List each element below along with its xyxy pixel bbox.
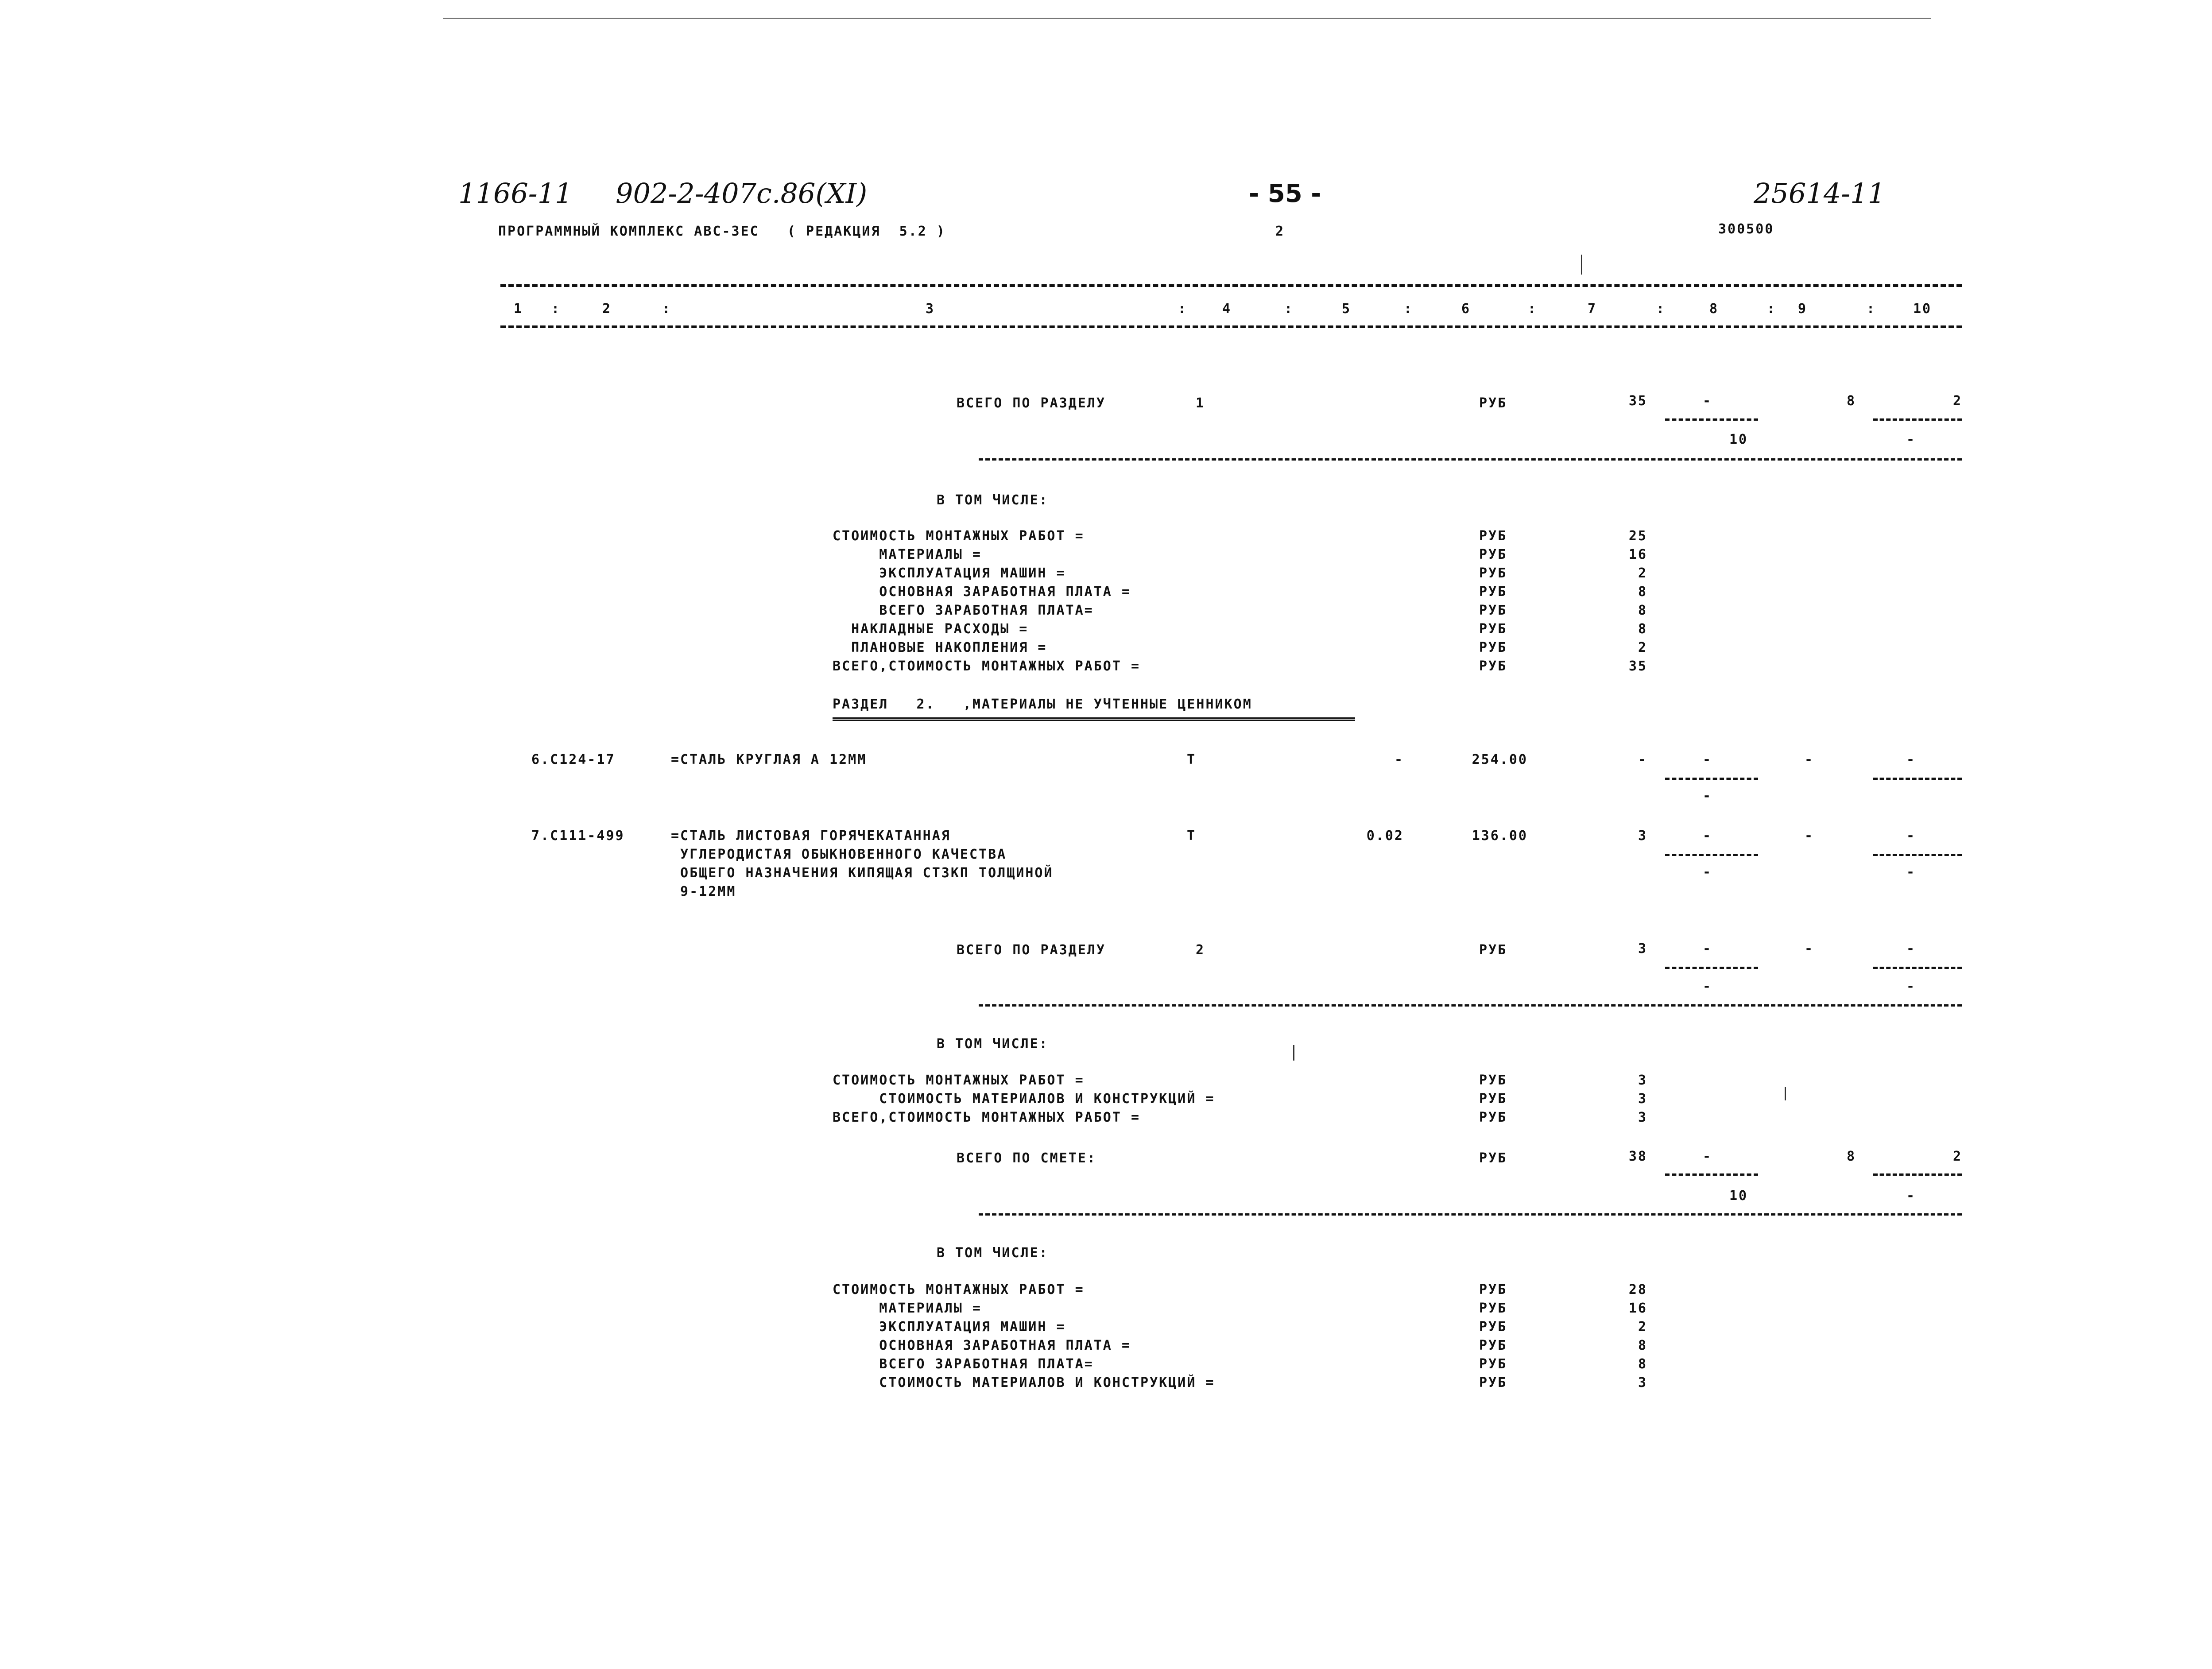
breakdown-label: СТОИМОСТЬ МАТЕРИАЛОВ И КОНСТРУКЦИЙ = — [833, 1091, 1215, 1107]
breakdown-value: 16 — [1628, 547, 1647, 562]
estimate-total-unit: РУБ — [1479, 1150, 1507, 1166]
item-description-line: =СТАЛЬ КРУГЛАЯ А 12ММ — [671, 752, 867, 767]
item-c10a: - — [1906, 752, 1916, 767]
breakdown-value: 35 — [1628, 658, 1647, 674]
column-number: 6 — [1461, 301, 1471, 317]
breakdown-unit: РУБ — [1479, 565, 1507, 581]
breakdown-unit: РУБ — [1479, 621, 1507, 637]
item-code: 7.С111-499 — [531, 828, 625, 844]
breakdown-unit: РУБ — [1479, 547, 1507, 562]
breakdown-unit: РУБ — [1479, 1356, 1507, 1372]
section2-title: РАЗДЕЛ 2. ,МАТЕРИАЛЫ НЕ УЧТЕННЫЕ ЦЕННИКОМ — [833, 697, 1252, 712]
item-c8a: - — [1703, 828, 1712, 844]
item-c10-dash-line — [1873, 854, 1962, 856]
section1-incl-label: В ТОМ ЧИСЛЕ: — [937, 492, 1049, 508]
breakdown-label: ВСЕГО,СТОИМОСТЬ МОНТАЖНЫХ РАБОТ = — [833, 658, 1141, 674]
header-top-rule — [500, 284, 1962, 287]
estimate-c8-dash-line — [1665, 1173, 1758, 1176]
item-unit: Т — [1187, 828, 1197, 844]
column-number: 2 — [602, 301, 612, 317]
item-c7: - — [1638, 752, 1647, 767]
estimate-separator — [979, 1213, 1962, 1216]
breakdown-value: 3 — [1638, 1110, 1647, 1125]
breakdown-value: 3 — [1638, 1091, 1647, 1107]
column-separator: : — [1404, 301, 1414, 317]
item-c9: - — [1805, 828, 1814, 844]
scan-mark — [1293, 1045, 1294, 1061]
column-separator: : — [1178, 301, 1188, 317]
estimate-total-c7: 38 — [1628, 1149, 1647, 1164]
estimate-total-c8a: - — [1703, 1149, 1712, 1164]
estimate-total-c9: 8 — [1847, 1149, 1856, 1164]
column-separator: : — [1767, 301, 1777, 317]
section2-incl-label: В ТОМ ЧИСЛЕ: — [937, 1036, 1049, 1052]
handwritten-left-code: 1166-11 — [458, 177, 573, 209]
breakdown-label: СТОИМОСТЬ МОНТАЖНЫХ РАБОТ = — [833, 1073, 1085, 1088]
estimate-total-c8b: 10 — [1729, 1188, 1748, 1204]
breakdown-unit: РУБ — [1479, 1110, 1507, 1125]
item-description-line: 9-12ММ — [671, 884, 736, 899]
program-header: ПРОГРАММНЫЙ КОМПЛЕКС АВС-3ЕС ( РЕДАКЦИЯ 5.2 ) — [498, 224, 946, 239]
section1-total-c7: 35 — [1628, 393, 1647, 409]
breakdown-label: ВСЕГО,СТОИМОСТЬ МОНТАЖНЫХ РАБОТ = — [833, 1110, 1141, 1125]
item-description-line: ОБЩЕГО НАЗНАЧЕНИЯ КИПЯЩАЯ СТ3КП ТОЛЩИНОЙ — [671, 865, 1054, 881]
breakdown-label: НАКЛАДНЫЕ РАСХОДЫ = — [833, 621, 1029, 637]
breakdown-value: 8 — [1638, 621, 1647, 637]
section2-separator — [979, 1004, 1962, 1007]
breakdown-unit: РУБ — [1479, 658, 1507, 674]
section2-total-c8b: - — [1703, 979, 1712, 994]
breakdown-unit: РУБ — [1479, 528, 1507, 544]
section2-total-number: 2 — [1196, 942, 1205, 958]
sheet-number: 2 — [1275, 224, 1285, 239]
breakdown-value: 2 — [1638, 640, 1647, 655]
item-c8a: - — [1703, 752, 1712, 767]
estimate-code: 300500 — [1718, 221, 1774, 237]
estimate-total-c10a: 2 — [1953, 1149, 1963, 1164]
breakdown-label: МАТЕРИАЛЫ = — [833, 547, 982, 562]
section1-total-c9: 8 — [1847, 393, 1856, 409]
breakdown-unit: РУБ — [1479, 640, 1507, 655]
section2-total-c10b: - — [1906, 979, 1916, 994]
section2-total-c9: - — [1805, 941, 1814, 956]
section2-total-label: ВСЕГО ПО РАЗДЕЛУ — [957, 942, 1106, 958]
section1-c10-dash-line — [1873, 418, 1962, 421]
column-separator: : — [1656, 301, 1666, 317]
breakdown-label: ОСНОВНАЯ ЗАРАБОТНАЯ ПЛАТА = — [833, 1338, 1131, 1353]
breakdown-label: ПЛАНОВЫЕ НАКОПЛЕНИЯ = — [833, 640, 1047, 655]
breakdown-label: ВСЕГО ЗАРАБОТНАЯ ПЛАТА= — [833, 603, 1094, 618]
header-bottom-rule — [500, 325, 1962, 328]
breakdown-value: 28 — [1628, 1282, 1647, 1297]
breakdown-unit: РУБ — [1479, 603, 1507, 618]
breakdown-value: 25 — [1628, 528, 1647, 544]
section2-total-c7: 3 — [1638, 941, 1647, 956]
item-quantity: - — [1394, 752, 1404, 767]
breakdown-value: 8 — [1638, 603, 1647, 618]
breakdown-value: 3 — [1638, 1073, 1647, 1088]
breakdown-unit: РУБ — [1479, 584, 1507, 600]
item-description-line: =СТАЛЬ ЛИСТОВАЯ ГОРЯЧЕКАТАННАЯ — [671, 828, 951, 844]
item-c8-dash-line — [1665, 778, 1758, 780]
item-c10b: - — [1906, 864, 1916, 880]
section1-c8-dash-line — [1665, 418, 1758, 421]
column-separator: : — [662, 301, 672, 317]
column-separator: : — [1867, 301, 1876, 317]
column-number: 5 — [1342, 301, 1352, 317]
column-separator: : — [1284, 301, 1294, 317]
breakdown-label: ВСЕГО ЗАРАБОТНАЯ ПЛАТА= — [833, 1356, 1094, 1372]
column-number: 8 — [1709, 301, 1719, 317]
estimate-total-label: ВСЕГО ПО СМЕТЕ: — [957, 1150, 1096, 1166]
item-c9: - — [1805, 752, 1814, 767]
item-c8b: - — [1703, 788, 1712, 804]
section2-title-underline — [833, 717, 1355, 721]
section1-total-c10a: 2 — [1953, 393, 1963, 409]
item-c8-dash-line — [1665, 854, 1758, 856]
breakdown-unit: РУБ — [1479, 1282, 1507, 1297]
handwritten-right-code: 25614-11 — [1754, 177, 1886, 209]
breakdown-unit: РУБ — [1479, 1375, 1507, 1390]
section2-total-c10a: - — [1906, 941, 1916, 956]
item-c10-dash-line — [1873, 778, 1962, 780]
column-number-row — [0, 301, 2212, 319]
estimate-total-c10b: - — [1906, 1188, 1916, 1204]
section1-total-label: ВСЕГО ПО РАЗДЕЛУ — [957, 395, 1106, 411]
item-c8b: - — [1703, 864, 1712, 880]
breakdown-label: ЭКСПЛУАТАЦИЯ МАШИН = — [833, 565, 1066, 581]
breakdown-value: 2 — [1638, 1319, 1647, 1335]
breakdown-unit: РУБ — [1479, 1091, 1507, 1107]
item-c7: 3 — [1638, 828, 1647, 844]
column-number: 10 — [1913, 301, 1932, 317]
breakdown-value: 8 — [1638, 1338, 1647, 1353]
estimate-incl-label: В ТОМ ЧИСЛЕ: — [937, 1245, 1049, 1261]
section1-total-number: 1 — [1196, 395, 1205, 411]
breakdown-unit: РУБ — [1479, 1073, 1507, 1088]
breakdown-label: ЭКСПЛУАТАЦИЯ МАШИН = — [833, 1319, 1066, 1335]
column-number: 9 — [1798, 301, 1808, 317]
section2-total-unit: РУБ — [1479, 942, 1507, 958]
breakdown-label: ОСНОВНАЯ ЗАРАБОТНАЯ ПЛАТА = — [833, 584, 1131, 600]
breakdown-label: СТОИМОСТЬ МОНТАЖНЫХ РАБОТ = — [833, 528, 1085, 544]
section1-total-unit: РУБ — [1479, 395, 1507, 411]
breakdown-label: СТОИМОСТЬ МОНТАЖНЫХ РАБОТ = — [833, 1282, 1085, 1297]
column-number: 4 — [1222, 301, 1232, 317]
scan-edge-line — [443, 18, 1931, 19]
handwritten-project-code: 902-2-407с.86(XI) — [616, 177, 868, 209]
item-c10a: - — [1906, 828, 1916, 844]
breakdown-label: МАТЕРИАЛЫ = — [833, 1301, 982, 1316]
breakdown-value: 8 — [1638, 1356, 1647, 1372]
section1-total-c8a: - — [1703, 393, 1712, 409]
estimate-c10-dash-line — [1873, 1173, 1962, 1176]
breakdown-unit: РУБ — [1479, 1319, 1507, 1335]
scan-mark — [1581, 255, 1582, 275]
section2-c10-dash-line — [1873, 967, 1962, 969]
section2-total-c8a: - — [1703, 941, 1712, 956]
scan-mark — [1785, 1087, 1786, 1100]
section1-total-c8b: 10 — [1729, 432, 1748, 447]
breakdown-value: 16 — [1628, 1301, 1647, 1316]
item-description-line: УГЛЕРОДИСТАЯ ОБЫКНОВЕННОГО КАЧЕСТВА — [671, 847, 1007, 862]
breakdown-value: 2 — [1638, 565, 1647, 581]
breakdown-unit: РУБ — [1479, 1338, 1507, 1353]
breakdown-value: 3 — [1638, 1375, 1647, 1390]
column-number: 3 — [926, 301, 935, 317]
section1-separator — [979, 458, 1962, 461]
column-number: 7 — [1588, 301, 1597, 317]
item-price: 254.00 — [1472, 752, 1528, 767]
breakdown-value: 8 — [1638, 584, 1647, 600]
breakdown-label: СТОИМОСТЬ МАТЕРИАЛОВ И КОНСТРУКЦИЙ = — [833, 1375, 1215, 1390]
item-unit: Т — [1187, 752, 1197, 767]
page-number: - 55 - — [1249, 179, 1321, 208]
item-code: 6.С124-17 — [531, 752, 616, 767]
column-separator: : — [1528, 301, 1538, 317]
column-number: 1 — [514, 301, 523, 317]
item-quantity: 0.02 — [1366, 828, 1404, 844]
item-price: 136.00 — [1472, 828, 1528, 844]
section2-c8-dash-line — [1665, 967, 1758, 969]
section1-total-c10b: - — [1906, 432, 1916, 447]
column-separator: : — [551, 301, 561, 317]
breakdown-unit: РУБ — [1479, 1301, 1507, 1316]
